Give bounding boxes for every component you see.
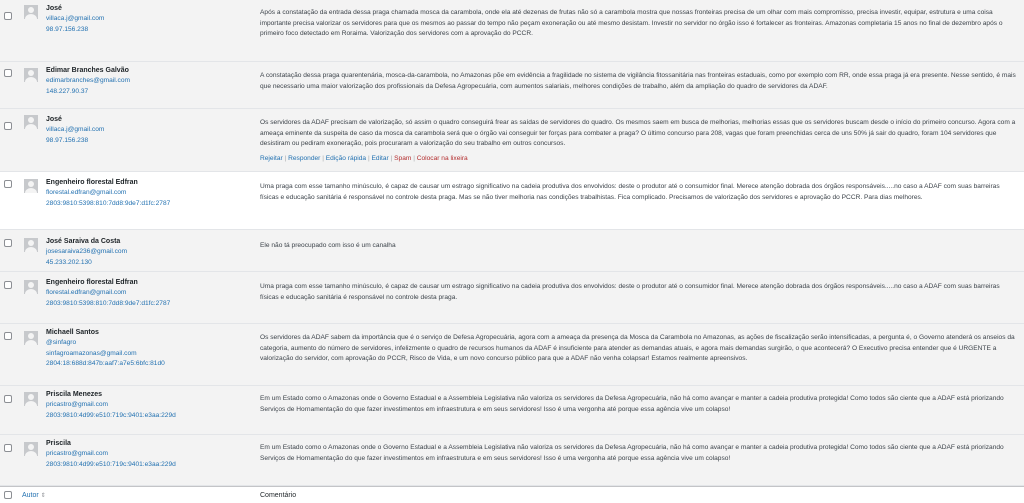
- row-checkbox[interactable]: [4, 444, 12, 452]
- author-email[interactable]: pricastro@gmail.com: [46, 401, 109, 408]
- avatar: [24, 115, 38, 129]
- trash-link[interactable]: Colocar na lixeira: [416, 154, 468, 162]
- row-checkbox[interactable]: [4, 69, 12, 77]
- author-info: [46, 328, 246, 370]
- comment-text: Uma praga com esse tamanho minúsculo, é capaz de causar um estrago significativo na cadeia produtiva dos envolvidos: deste o produtor até o consumidor final. Merece atenção dobrada dos órgãos responsáveis.....no caso a ADAF com suas barreiras físicas e educação sanitária é responsável no controle desta praga.: [260, 283, 1000, 301]
- separator: |: [390, 154, 395, 162]
- reply-link[interactable]: Responder: [288, 154, 321, 162]
- author-name: Michaell Santos: [46, 329, 99, 336]
- separator: |: [367, 154, 372, 162]
- author-name: Priscila: [46, 440, 71, 447]
- author-ip[interactable]: 2803:9810:5398:810:7dd8:9de7:d1fc:2787: [46, 299, 171, 307]
- author-email[interactable]: villaca.j@gmail.com: [46, 15, 105, 22]
- row-checkbox[interactable]: [4, 239, 12, 247]
- comment-text: Em um Estado como o Amazonas onde o Governo Estadual e a Assembleia Legislativa não valoriza os servidores da Defesa Agropecuária, não há como avançar e manter a cadeia produtiva protegida! Como todos são ciente que a ADAF está priorizando Serviços de Hornamentação do que fazer investimentos em infraestrutura e em seus servidores! Isso é uma vergonha até porque essa agência vive um colapso!: [260, 395, 1004, 413]
- avatar: [24, 331, 38, 345]
- author-name: José: [46, 5, 62, 12]
- comment-text: Ele não tá preocupado com isso é um canalha: [260, 242, 396, 249]
- row-checkbox[interactable]: [4, 122, 12, 130]
- author-email[interactable]: villaca.j@gmail.com: [46, 126, 105, 133]
- author-ip[interactable]: 2803:9810:4d99:e510:719c:9401:e3aa:229d: [46, 460, 176, 468]
- author-name: Priscila Menezes: [46, 391, 103, 398]
- author-ip[interactable]: 98.97.156.238: [46, 25, 89, 33]
- author-info: [46, 115, 246, 146]
- separator: |: [322, 154, 326, 162]
- row-checkbox[interactable]: [4, 12, 12, 20]
- comment-column-header: Comentário: [260, 492, 297, 499]
- author-column-header[interactable]: [22, 492, 46, 499]
- author-info: [46, 66, 246, 97]
- edit-link[interactable]: Editar: [371, 154, 389, 162]
- author-info: [46, 178, 246, 209]
- comment-row: [0, 62, 1024, 109]
- author-info: [46, 439, 246, 470]
- author-ip[interactable]: 45.233.202.130: [46, 258, 92, 266]
- author-name: José: [46, 116, 62, 123]
- author-email[interactable]: josesaraiva236@gmail.com: [46, 248, 128, 255]
- spam-link[interactable]: Spam: [394, 154, 412, 162]
- avatar: [24, 442, 38, 456]
- author-email[interactable]: edimarbranches@gmail.com: [46, 77, 131, 84]
- comment-row: [0, 272, 1024, 324]
- table-footer: [0, 486, 1024, 503]
- author-info: [46, 4, 246, 35]
- author-email[interactable]: sinfagroamazonas@gmail.com: [46, 349, 137, 357]
- author-ip[interactable]: 148.227.90.37: [46, 87, 89, 95]
- comment-row: [0, 0, 1024, 62]
- avatar: [24, 280, 38, 294]
- author-ip[interactable]: 98.97.156.238: [46, 136, 89, 144]
- author-info: [46, 237, 246, 268]
- author-handle[interactable]: @sinfagro: [46, 339, 77, 346]
- comment-row: [0, 435, 1024, 486]
- comment-text: Em um Estado como o Amazonas onde o Governo Estadual e a Assembleia Legislativa não valoriza os servidores da Defesa Agropecuária, não há como avançar e manter a cadeia produtiva protegida! Como todos são ciente que a ADAF está priorizando Serviços de Hornamentação do que fazer investimentos em infraestrutura e em seus servidores! Isso é uma vergonha até porque essa agência vive um colapso!: [260, 444, 1004, 462]
- separator: |: [284, 154, 289, 162]
- row-checkbox[interactable]: [4, 395, 12, 403]
- author-ip[interactable]: 2804:18:688d:847b:aaf7:a7e5:6bfc:81d0: [46, 360, 165, 367]
- sort-arrows-icon[interactable]: ⇕: [40, 493, 46, 499]
- author-email[interactable]: pricastro@gmail.com: [46, 450, 109, 457]
- author-name: Edimar Branches Galvão: [46, 67, 129, 74]
- author-email[interactable]: florestal.edfran@gmail.com: [46, 289, 127, 296]
- comment-row: [0, 230, 1024, 272]
- author-info: [46, 278, 246, 309]
- comment-text: Os servidores da ADAF precisam de valorização, só assim o quadro conseguirá frear as saídas de servidores do quadro. Os mesmos saem em busca de melhorias, melhorias essas que os servidores buscam desde o início do primeiro concurso. Agora com a ameaça eminente da suspeita de caso da mosca da carambola será que o órgão vai conseguir ter forças para combater a praga? O último concurso para 208, vagas que foram preenchidas cerca de uns 50% já sair do quadro, foram 104 servidores que desistiram ou pediram exoneração, pois procuraram a valorização do seu trabalho em outros concursos.: [260, 119, 1016, 147]
- comment-text: Os servidores da ADAF sabem da importância que é o serviço de Defesa Agropecuária, agora com a ameaça da presença da Mosca da Carambola no Amazonas, as ações de fiscalização serão intensificadas, a pergunta é, o Governo atenderá os anseios da categoria, aumento do número de servidores, infelizmente o quadro de recursos humanos da ADAF é insuficiente para atender as demandas atuais, e agora mais demandas surgirão, o que acontecerá? O Executivo precisa entender que é URGENTE a valorização do servidor, com aprovação do PCCR, Risco de Vida, e um novo concurso público para que a ADAF não venha colapsar! Estamos realmente apreensivos.: [260, 334, 1015, 362]
- reject-link[interactable]: Rejeitar: [260, 154, 283, 162]
- row-checkbox[interactable]: [4, 332, 12, 340]
- row-actions: [260, 154, 1018, 165]
- comment-body: [260, 118, 1018, 164]
- avatar: [24, 68, 38, 82]
- author-email[interactable]: florestal.edfran@gmail.com: [46, 189, 127, 196]
- select-all-checkbox[interactable]: [4, 491, 12, 499]
- row-checkbox[interactable]: [4, 281, 12, 289]
- comment-row: [0, 386, 1024, 435]
- comment-row: [0, 324, 1024, 386]
- author-name: Engenheiro florestal Edfran: [46, 279, 138, 286]
- author-info: [46, 390, 246, 421]
- avatar: [24, 5, 38, 19]
- author-name: Engenheiro florestal Edfran: [46, 179, 138, 186]
- author-ip[interactable]: 2803:9810:4d99:e510:719c:9401:e3aa:229d: [46, 411, 176, 419]
- comment-row: [0, 109, 1024, 172]
- separator: |: [413, 154, 417, 162]
- avatar: [24, 392, 38, 406]
- author-ip[interactable]: 2803:9810:5398:810:7dd8:9de7:d1fc:2787: [46, 199, 171, 207]
- comment-text: Uma praga com esse tamanho minúsculo, é capaz de causar um estrago significativo na cadeia produtiva dos envolvidos: deste o produtor até o consumidor final. Merece atenção dobrada dos órgãos responsáveis.....no caso a ADAF com suas barreiras físicas e educação sanitária é responsável no controle desta praga. Mas se não tiver melhoria nas condições trabalhistas. Fica complicado. Precisamos de valorização dos servidores e aprovação do PCCR. Para dias melhores.: [260, 183, 1000, 201]
- avatar: [24, 179, 38, 193]
- author-name: José Saraiva da Costa: [46, 238, 121, 245]
- comment-text: Após a constatação da entrada dessa praga chamada mosca da carambola, onde ela até dezenas de frutas não só a carambola mostra que nossas fronteiras precisa de um olhar com mais compromisso, precisa investir, equipar, estrutura e uma coisa importante precisa valorizar os servidores para que os mesmos ao passar do tempo não peçam exoneração ou até mesmo desistam. Investir no servidor no órgão isso é fortalecer as fronteiras. Amazonas completaria 15 anos no final de dezembro após o primeiro foco detectado em Roraima. Valorização dos servidores com a aprovação do PCCR.: [260, 9, 1003, 37]
- avatar: [24, 238, 38, 252]
- author-column-label[interactable]: Autor: [22, 492, 39, 499]
- quick-edit-link[interactable]: Edição rápida: [325, 154, 367, 162]
- comment-text: A constatação dessa praga quarentenária, mosca-da-carambola, no Amazonas põe em evidência a fragilidade no sistema de vigilância fitossanitária nas fronteiras estaduais, como por exemplo com RR, onde essa praga já era presente. Nesse sentido, é mais que necessario uma maior valorização dos profissionais da Defesa Agropecuária, com aumentos salariais, melhores condições de trabalho, além da ampliação do quadro de servidores da ADAF.: [260, 72, 1016, 90]
- comment-row: [0, 172, 1024, 230]
- row-checkbox[interactable]: [4, 180, 12, 188]
